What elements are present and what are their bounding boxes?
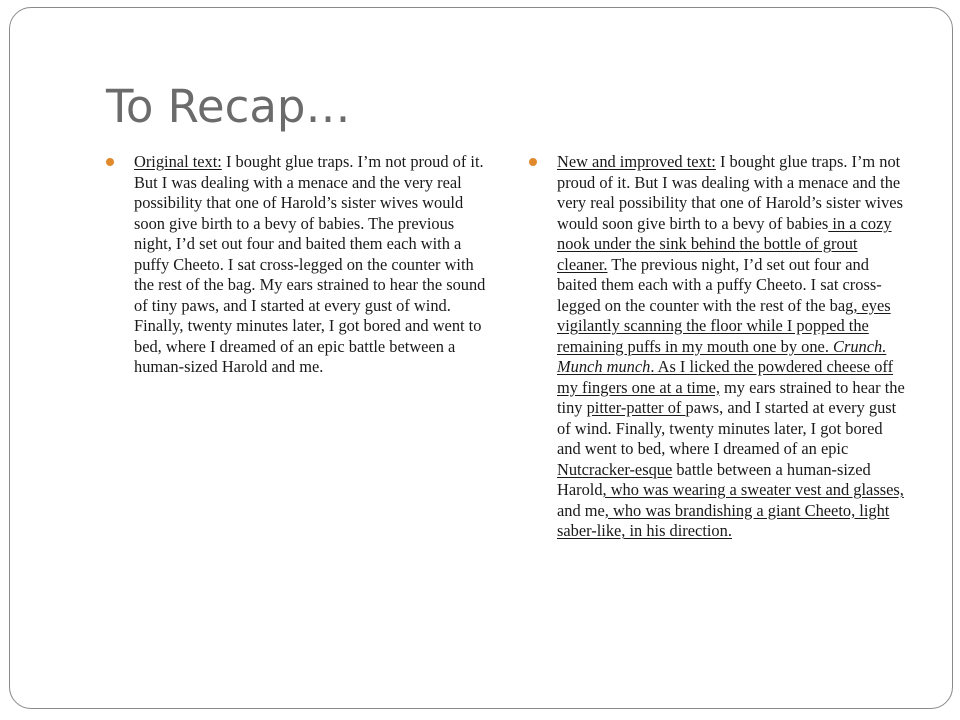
bullet-icon <box>529 158 537 166</box>
added-text-segment: , eyes vigilantly scanning the floor while I popped the remaining puffs in my mouth one by one. <box>557 295 891 356</box>
improved-text-paragraph <box>557 152 905 542</box>
text-segment: battle between a human-sized Harold <box>557 459 871 499</box>
original-text-paragraph <box>134 152 488 378</box>
added-italic-segment: Crunch. Munch munch <box>557 336 887 376</box>
added-text-segment: pitter-patter of <box>586 398 686 417</box>
text-segment: and me <box>557 500 605 520</box>
text-segment: The previous night, I’d set out four and baited them each with a puffy Cheeto. I sat cross-legged on the counter with the rest of the bag <box>557 254 882 315</box>
improved-text-label: New and improved text: <box>557 152 716 171</box>
original-text-column <box>106 152 488 378</box>
text-segment: my ears strained to hear the tiny <box>557 377 905 417</box>
original-text-body: I bought glue traps. I’m not proud of it. But I was dealing with a menace and the very real possibility that one of Harold’s sister wives would soon give birth to a bevy of babies. The previous night, I’d set out four and baited them each with a puffy Cheeto. I sat cross-legged on the counter with the rest of the bag. My ears strained to hear the sound of tiny paws, and I started at every gust of wind. Finally, twenty minutes later, I got bored and went to bed, where I dreamed of an epic battle between a human-sized Harold and me. <box>134 152 486 376</box>
improved-text-column <box>529 152 905 542</box>
text-segment: paws, and I started at every gust of wind. Finally, twenty minutes later, I got bored and went to bed, where I dreamed of an epic <box>557 398 897 458</box>
original-text-label: Original text: <box>134 152 222 171</box>
added-text-segment: , who was brandishing a giant Cheeto, light saber-like, in his direction. <box>557 500 890 540</box>
bullet-icon <box>106 158 114 166</box>
added-text-segment: . As I licked the powdered cheese off my fingers one at a time, <box>557 357 894 397</box>
slide-title: To Recap… <box>106 80 351 133</box>
added-text-segment: Nutcracker-esque <box>557 459 673 479</box>
added-text-segment: , who was wearing a sweater vest and glasses, <box>602 480 904 499</box>
text-segment: I bought glue traps. I’m not proud of it. But I was dealing with a menace and the very real possibility that one of Harold’s sister wives would soon give birth to a bevy of babies <box>557 152 903 233</box>
added-text-segment: in a cozy nook under the sink behind the bottle of grout cleaner. <box>557 213 892 274</box>
